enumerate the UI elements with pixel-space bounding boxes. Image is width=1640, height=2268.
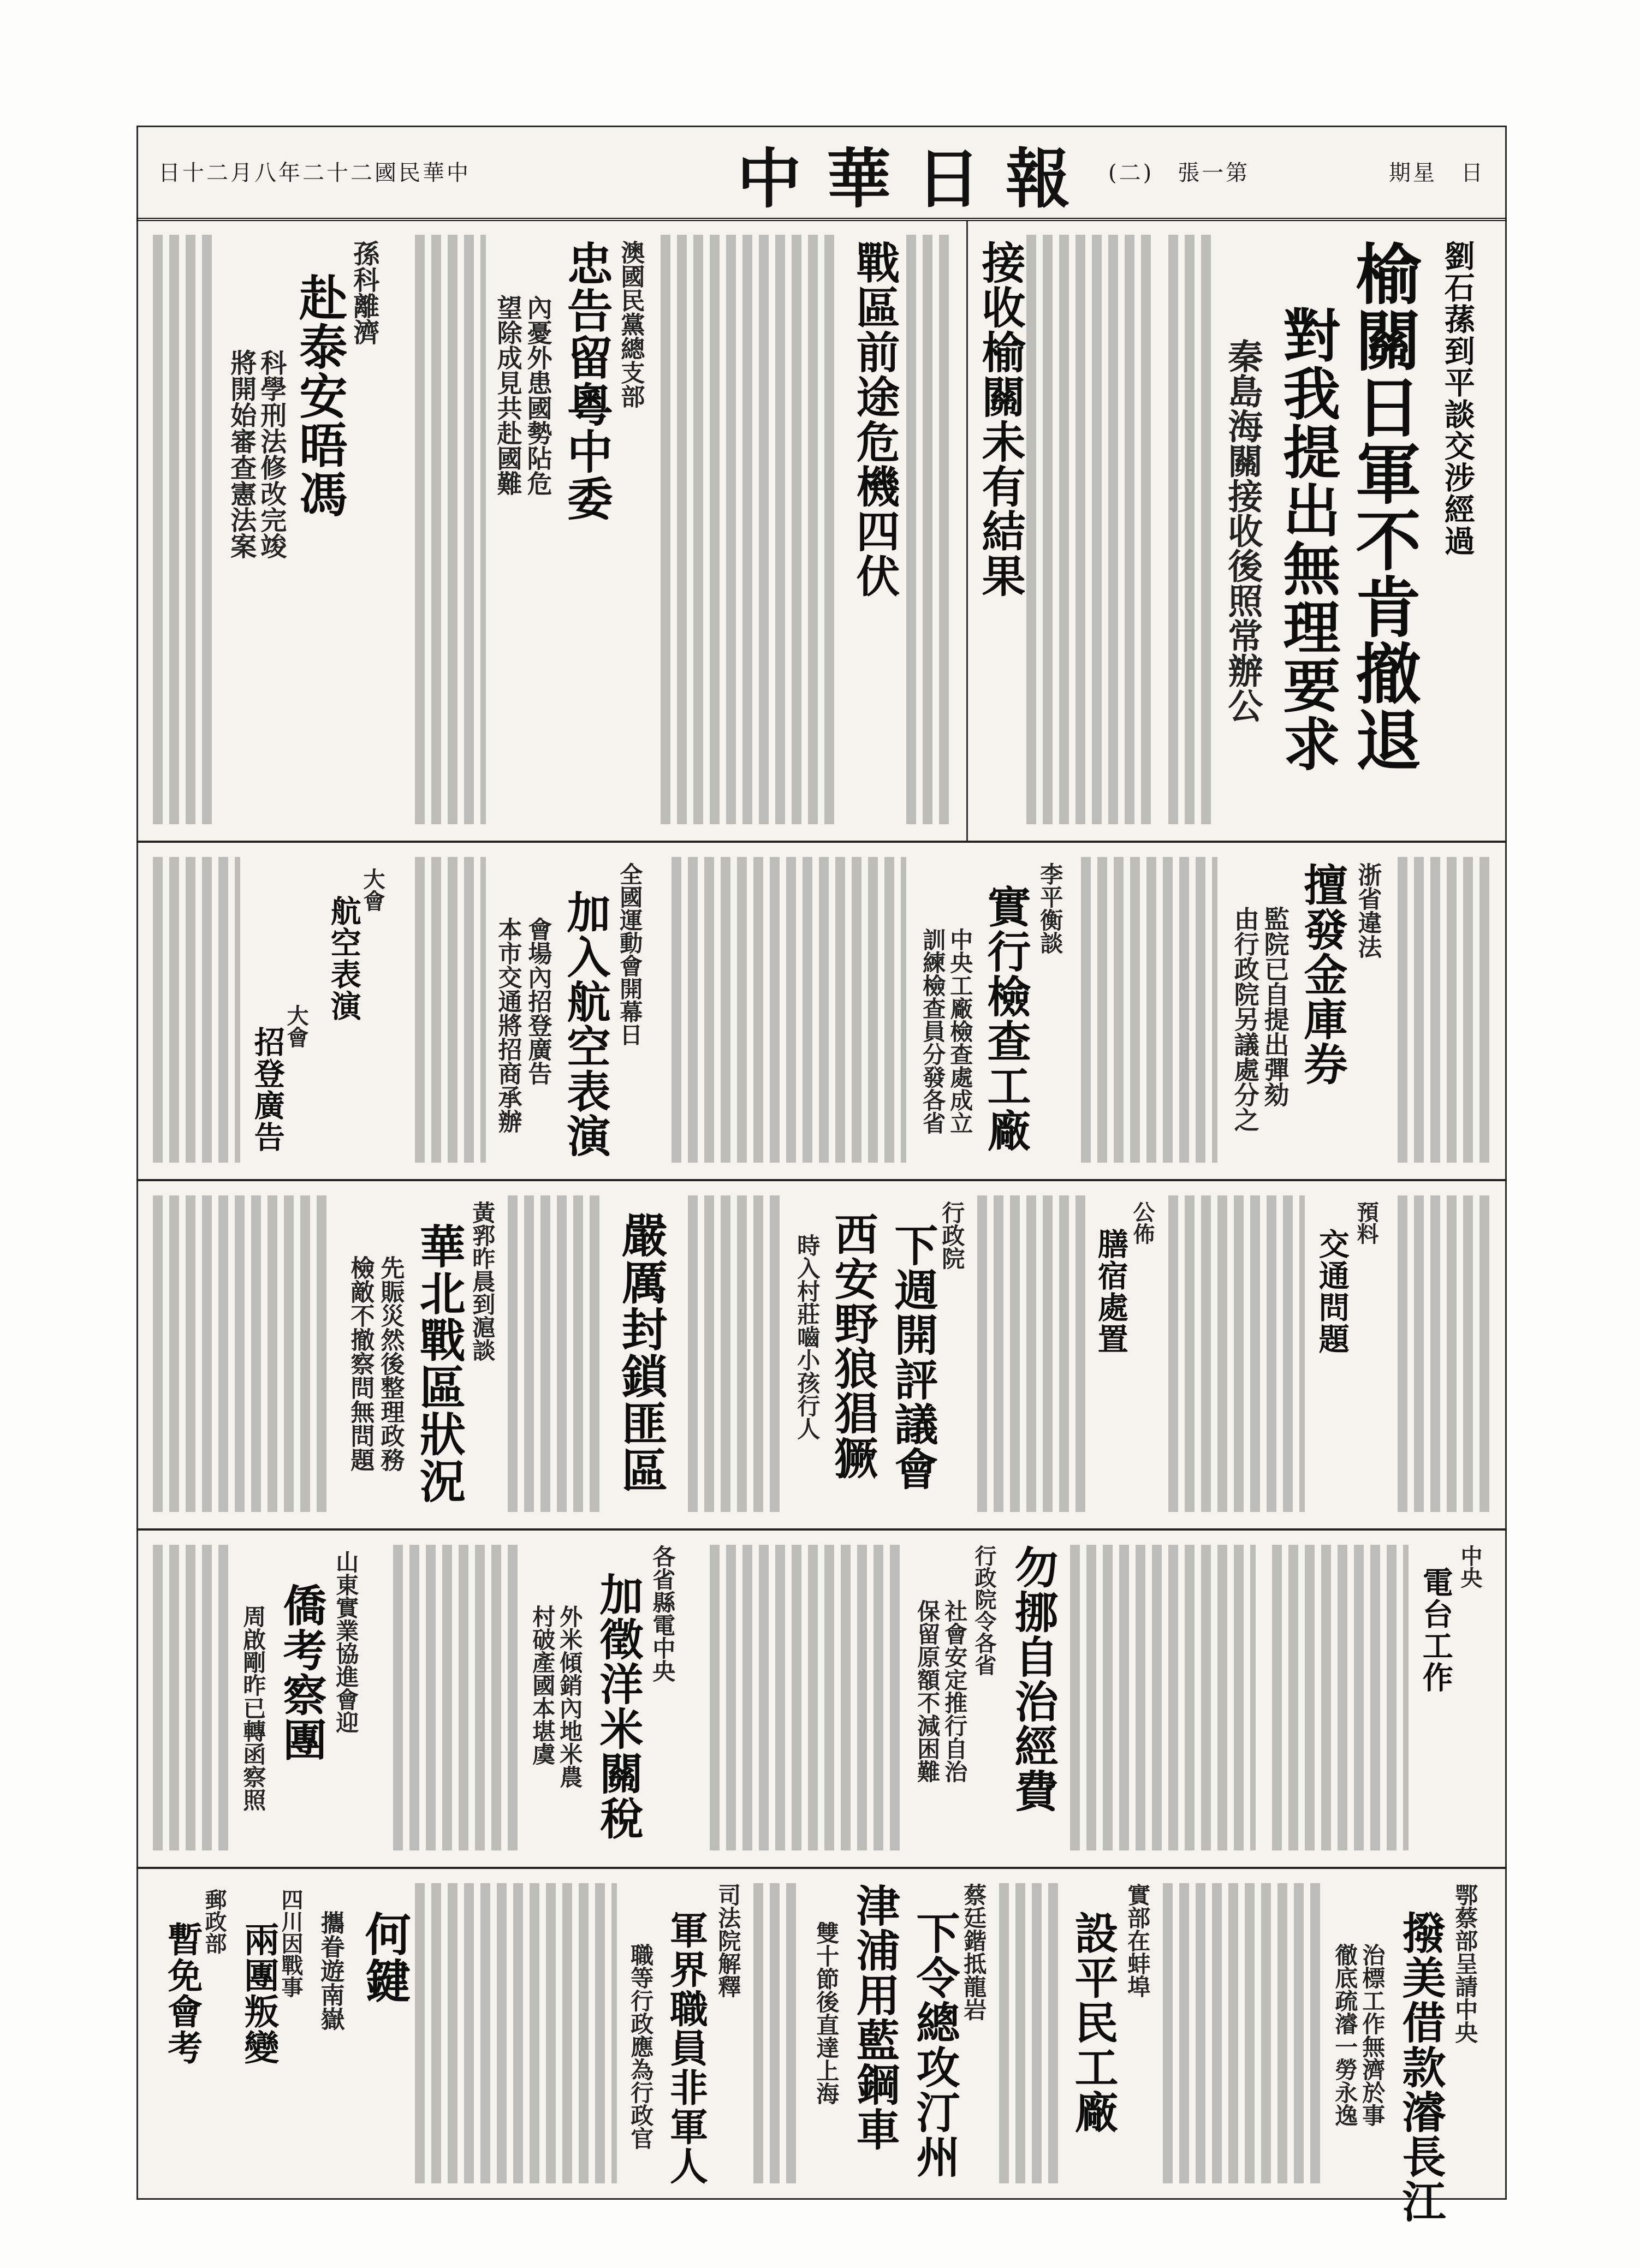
article-subheadline: 中央工廠檢查處成立 (947, 928, 974, 1134)
masthead-title (737, 135, 1075, 217)
masthead-char: 中 (737, 141, 807, 217)
article-headline: 膳宿處置 (1092, 1228, 1129, 1355)
article-headline: 暫免會考 (162, 1921, 203, 2065)
article-subheadline: 由行政院另議處分之 (1230, 906, 1260, 1132)
article-body (1070, 1545, 1256, 1850)
article-headline: 下週開評議會 (887, 1223, 938, 1491)
article-kicker: 大會 (283, 1004, 309, 1048)
article-subheadline: 訓練檢查員分發各省 (919, 928, 947, 1134)
article-headline: 津浦用藍鋼車 (849, 1883, 900, 2152)
article-body (688, 1195, 786, 1512)
article-subheadline: 本市交通將招商承辦 (494, 917, 522, 1133)
article-kicker: 郵政部 (201, 1889, 227, 1954)
article-kicker: 公佈 (1130, 1201, 1155, 1245)
article-subheadline: 時入村莊嚙小孩行人 (794, 1234, 821, 1440)
article-kicker: 各省縣電中央 (649, 1545, 676, 1682)
article-headline: 忠告留粵中委 (560, 240, 614, 522)
article-kicker: 四川因戰事 (278, 1889, 304, 1998)
article-body (672, 857, 906, 1163)
article-body (153, 1195, 333, 1512)
article-body (393, 1545, 519, 1850)
article-headline: 加入航空表演 (560, 890, 611, 1158)
article-headline: 撥美借款濬長江 (1395, 1910, 1446, 2224)
article-kicker: 浙省違法 (1353, 862, 1382, 959)
article-subheadline: 科學刑法修改完竣 (255, 349, 287, 559)
article-body (1168, 1195, 1305, 1512)
article-headline: 航空表演 (325, 895, 362, 1022)
article-subheadline: 徹底疏濬一勞永逸 (1332, 1943, 1359, 2127)
article-kicker: 蔡廷鍇抵龍岩 (960, 1883, 988, 2021)
article-kicker: 大會 (360, 868, 385, 912)
article-kicker: 黃郛昨晨到滬談 (469, 1201, 496, 1361)
article-kicker: 預料 (1353, 1201, 1379, 1245)
article-subheadline: 監院已自提出彈劾 (1260, 906, 1290, 1107)
article-kicker: 行政院 (938, 1201, 966, 1270)
divider (966, 221, 968, 841)
article-headline: 勿挪自治經費 (1007, 1545, 1059, 1813)
article-kicker: 山東實業協進會迎 (332, 1550, 360, 1734)
article-subheadline: 秦島海關接收後照常辦公 (1222, 338, 1263, 723)
article-headline: 戰區前途危機四伏 (849, 240, 900, 598)
article-headline: 設平民工廠 (1067, 1910, 1119, 2134)
article-headline: 軍界職員非軍人 (663, 1910, 709, 2186)
article-subheadline: 社會安定推行自治 (941, 1599, 968, 1783)
article-kicker: 司法院解釋 (715, 1883, 742, 1998)
article-body (977, 1195, 1086, 1512)
masthead-edition: (二) 張一第 (1108, 160, 1250, 186)
article-kicker: 實部在蚌埠 (1124, 1883, 1151, 1998)
article-body (1163, 1883, 1321, 2183)
article-headline: 電台工作 (1417, 1567, 1454, 1693)
article-body (906, 235, 955, 824)
article-body (1026, 235, 1157, 824)
article-subheadline: 內憂外患國勢阽危 (523, 295, 553, 496)
article-body (1168, 235, 1212, 824)
article-body (1081, 857, 1217, 1163)
article-headline: 僑考察團 (276, 1583, 327, 1762)
article-subheadline: 望除成見共赴國難 (493, 295, 523, 496)
masthead (136, 126, 1507, 221)
article-subheadline: 外米傾銷內地米農 (556, 1605, 584, 1788)
masthead-date: 日十二月八年二十二國民華中 (158, 160, 471, 186)
article-subheadline: 會場內招登廣告 (524, 917, 552, 1085)
article-headline: 招登廣告 (249, 1026, 286, 1153)
article-headline: 實行檢查工廠 (980, 884, 1031, 1153)
article-subheadline: 對我提出無理要求 (1274, 306, 1342, 773)
article-headline: 榆關日軍不肯撤退 (1345, 240, 1422, 773)
article-kicker: 鄂蔡部呈請中央 (1452, 1883, 1479, 2044)
article-subheadline: 將開始審查憲法案 (225, 349, 257, 559)
article-headline: 華北戰區狀況 (412, 1223, 467, 1504)
divider (136, 1179, 1507, 1181)
article-body (415, 235, 486, 824)
article-headline: 交通問題 (1314, 1228, 1350, 1355)
article-body (508, 1195, 606, 1512)
article-body (415, 1883, 617, 2183)
article-subheadline: 周啟剛昨已轉函察照 (240, 1605, 267, 1811)
divider (136, 1867, 1507, 1869)
masthead-char: 日 (916, 141, 986, 217)
article-headline: 赴泰安晤馮 (292, 273, 349, 519)
article-subheadline: 檢敵不撤察問無問題 (346, 1255, 375, 1472)
divider (136, 841, 966, 843)
article-headline: 何鍵 (358, 1910, 412, 2004)
masthead-char: 報 (1005, 141, 1075, 217)
article-headline: 兩團叛變 (238, 1921, 280, 2065)
article-headline: 加徵洋米關稅 (592, 1572, 644, 1841)
article-subheadline: 雙十節後直達上海 (813, 1921, 840, 2105)
article-kicker: 李平衡談 (1037, 862, 1064, 954)
article-body (153, 1545, 229, 1850)
article-kicker: 劉石蓀到平談交涉經過 (1439, 240, 1476, 557)
article-kicker: 全國運動會開幕日 (616, 862, 644, 1046)
article-subheadline: 攜眷遊南嶽 (316, 1910, 344, 2031)
article-headline: 擅發金庫券 (1297, 862, 1348, 1086)
article-headline: 接收榆關未有結果 (975, 240, 1026, 598)
article-kicker: 行政院令各省 (971, 1545, 997, 1676)
article-body (1272, 1545, 1409, 1850)
article-kicker: 中央 (1457, 1545, 1483, 1588)
article-subheadline: 治標工作無濟於事 (1359, 1943, 1386, 2127)
article-body (661, 235, 841, 824)
article-kicker: 澳國民黨總支部 (616, 240, 645, 408)
article-body (710, 1545, 901, 1850)
masthead-char: 華 (826, 141, 896, 217)
masthead-weekday: 期星 日 (1389, 160, 1485, 186)
article-headline: 嚴厲封鎖匪區 (614, 1212, 669, 1493)
article-subheadline: 先賑災然後整理政務 (376, 1255, 405, 1472)
article-subheadline: 村破產國本堪虞 (529, 1605, 556, 1765)
article-body (999, 1883, 1059, 2183)
article-body (1398, 857, 1496, 1163)
article-body (415, 857, 486, 1163)
article-body (1398, 1195, 1496, 1512)
article-body (153, 235, 218, 824)
article-headline: 下令總攻汀州 (909, 1910, 960, 2179)
article-subheadline: 保留原額不減困難 (914, 1599, 941, 1783)
divider (136, 1528, 1507, 1531)
article-body (153, 857, 240, 1163)
divider (966, 841, 1507, 843)
article-headline: 西安野狼猖獗 (827, 1212, 878, 1480)
article-kicker: 孫科離濟 (348, 240, 379, 345)
article-subheadline: 職等行政應為行政官 (627, 1943, 655, 2150)
article-body (753, 1883, 803, 2183)
